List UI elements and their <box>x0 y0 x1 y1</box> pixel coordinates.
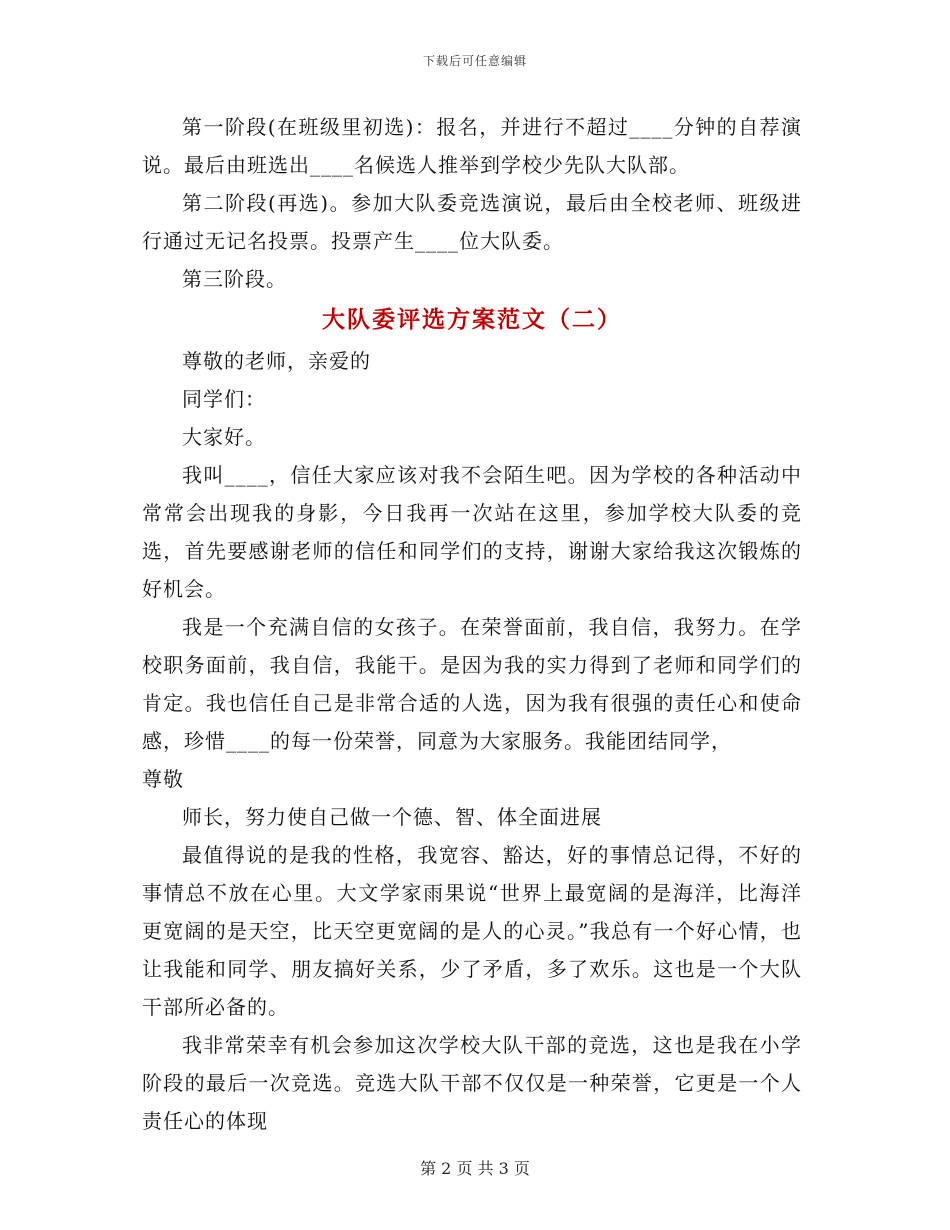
paragraph: 尊敬的老师，亲爱的 <box>182 349 371 373</box>
header-note: 下载后可任意编辑 <box>422 54 527 68</box>
section-title: 大队委评选方案范文（二） <box>322 306 622 333</box>
paragraph: 我非常荣幸有机会参加这次学校大队干部的竞选，这也是我在小学阶段的最后一次竞选。竞选大队干部不仅仅是一种荣誉，它更是一个人责任心的体现 <box>142 1033 802 1133</box>
document-body <box>142 108 802 1140</box>
paragraph: 第一阶段(在班级里初选)：报名，并进行不超过____分钟的自荐演说。最后由班选出____名候选人推举到学校少先队大队部。 <box>142 115 802 177</box>
paragraph: 我是一个充满自信的女孩子。在荣誉面前，我自信，我努力。在学校职务面前，我自信，我能干。是因为我的实力得到了老师和同学们的肯定。我也信任自己是非常合适的人选，因为我有很强的责任心和使命感，珍惜____的每一份荣誉，同意为大家服务。我能团结同学， <box>142 615 802 753</box>
paragraph: 尊敬 <box>142 767 184 791</box>
paragraph: 大家好。 <box>182 425 266 449</box>
paragraph: 最值得说的是我的性格，我宽容、豁达，好的事情总记得，不好的事情总不放在心里。大文学家雨果说“世界上最宽阔的是海洋，比海洋更宽阔的是天空，比天空更宽阔的是人的心灵。”我总有一个好心情，也让我能和同学、朋友搞好关系，少了矛盾，多了欢乐。这也是一个大队干部所必备的。 <box>142 843 802 1019</box>
paragraph: 我叫____，信任大家应该对我不会陌生吧。因为学校的各种活动中常常会出现我的身影，今日我再一次站在这里，参加学校大队委的竞选，首先要感谢老师的信任和同学们的支持，谢谢大家给我这次锻炼的好机会。 <box>142 463 802 601</box>
paragraph: 第三阶段。 <box>182 267 287 291</box>
paragraph: 同学们： <box>182 387 266 411</box>
paragraph: 师长，努力使自己做一个德、智、体全面进展 <box>182 805 602 829</box>
paragraph: 第二阶段(再选)。参加大队委竞选演说，最后由全校老师、班级进行通过无记名投票。投票产生____位大队委。 <box>142 191 802 253</box>
page-footer: 第 2 页 共 3 页 <box>420 1159 530 1178</box>
